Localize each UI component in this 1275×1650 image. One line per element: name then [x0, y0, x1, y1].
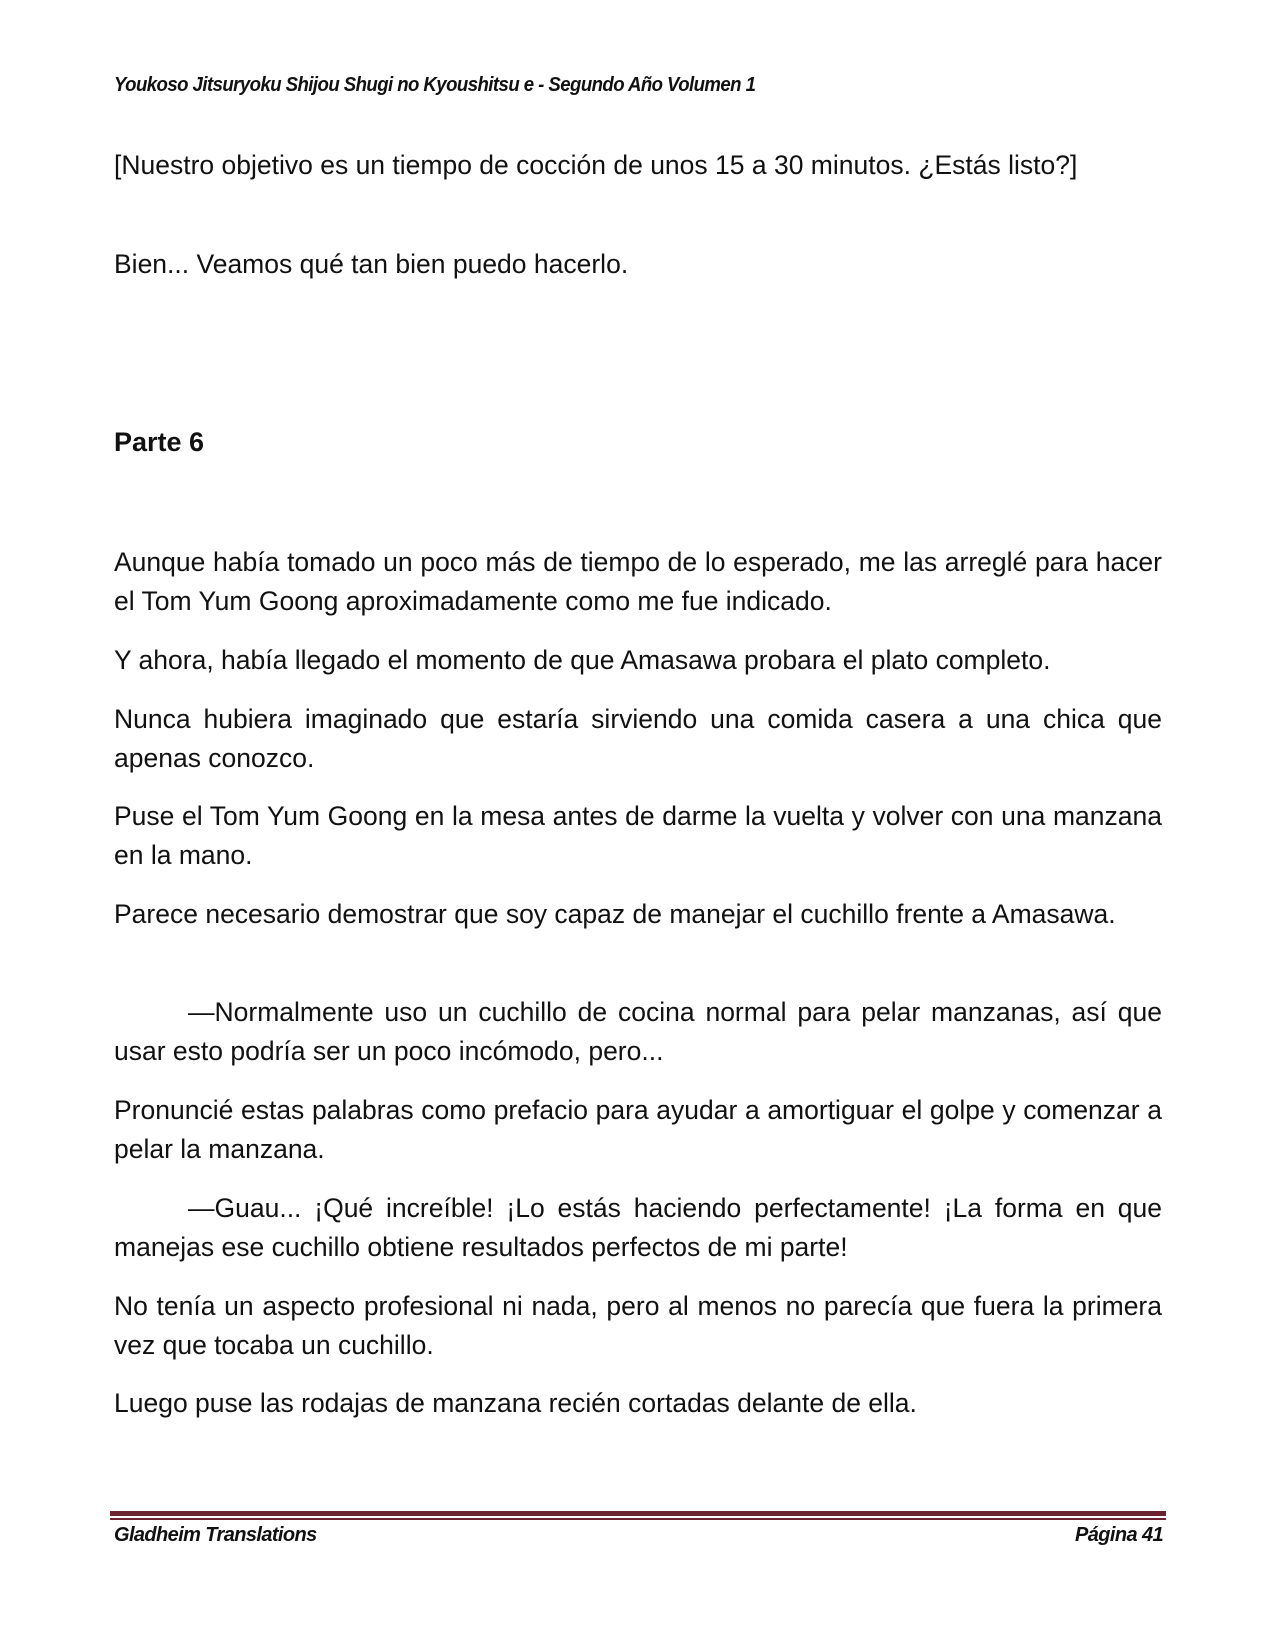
paragraph: Puse el Tom Yum Goong en la mesa antes de darme la vuelta y volver con una manzana en la mano.: [114, 801, 1162, 870]
footer-rule-thin: [110, 1518, 1166, 1520]
footer-credit: Gladheim Translations: [114, 1524, 317, 1546]
paragraph: No tenía un aspecto profesional ni nada, pero al menos no parecía que fuera la primera vez que tocaba un cuchillo.: [114, 1291, 1162, 1360]
paragraph: Nunca hubiera imaginado que estaría sirviendo una comida casera a una chica que apenas conozco.: [114, 704, 1162, 773]
paragraph: Pronuncié estas palabras como prefacio para ayudar a amortiguar el golpe y comenzar a pelar la manzana.: [114, 1095, 1162, 1164]
dialogue-paragraph: —Normalmente uso un cuchillo de cocina normal para pelar manzanas, así que usar esto podría ser un poco incómodo, pero...: [114, 997, 1162, 1066]
dialogue-paragraph: —Guau... ¡Qué increíble! ¡Lo estás haciendo perfectamente! ¡La forma en que manejas ese cuchillo obtiene resultados perfectos de mi parte!: [114, 1193, 1162, 1262]
paragraph: Parece necesario demostrar que soy capaz de manejar el cuchillo frente a Amasawa.: [114, 899, 1116, 929]
paragraph: Luego puse las rodajas de manzana recién cortadas delante de ella.: [114, 1388, 917, 1418]
paragraph: Aunque había tomado un poco más de tiempo de lo esperado, me las arreglé para hacer el Tom Yum Goong aproximadamente como me fue indicado.: [114, 547, 1162, 616]
paragraph: Y ahora, había llegado el momento de que Amasawa probara el plato completo.: [114, 645, 1051, 675]
section-heading: Parte 6: [114, 427, 205, 457]
running-header: Youkoso Jitsuryoku Shijou Shugi no Kyoushitsu e - Segundo Año Volumen 1: [114, 74, 756, 96]
paragraph: [Nuestro objetivo es un tiempo de cocción de unos 15 a 30 minutos. ¿Estás listo?]: [114, 150, 1078, 180]
footer-rule: [110, 1511, 1166, 1516]
paragraph: Bien... Veamos qué tan bien puedo hacerlo.: [114, 249, 629, 279]
page-number: Página 41: [1075, 1524, 1163, 1546]
